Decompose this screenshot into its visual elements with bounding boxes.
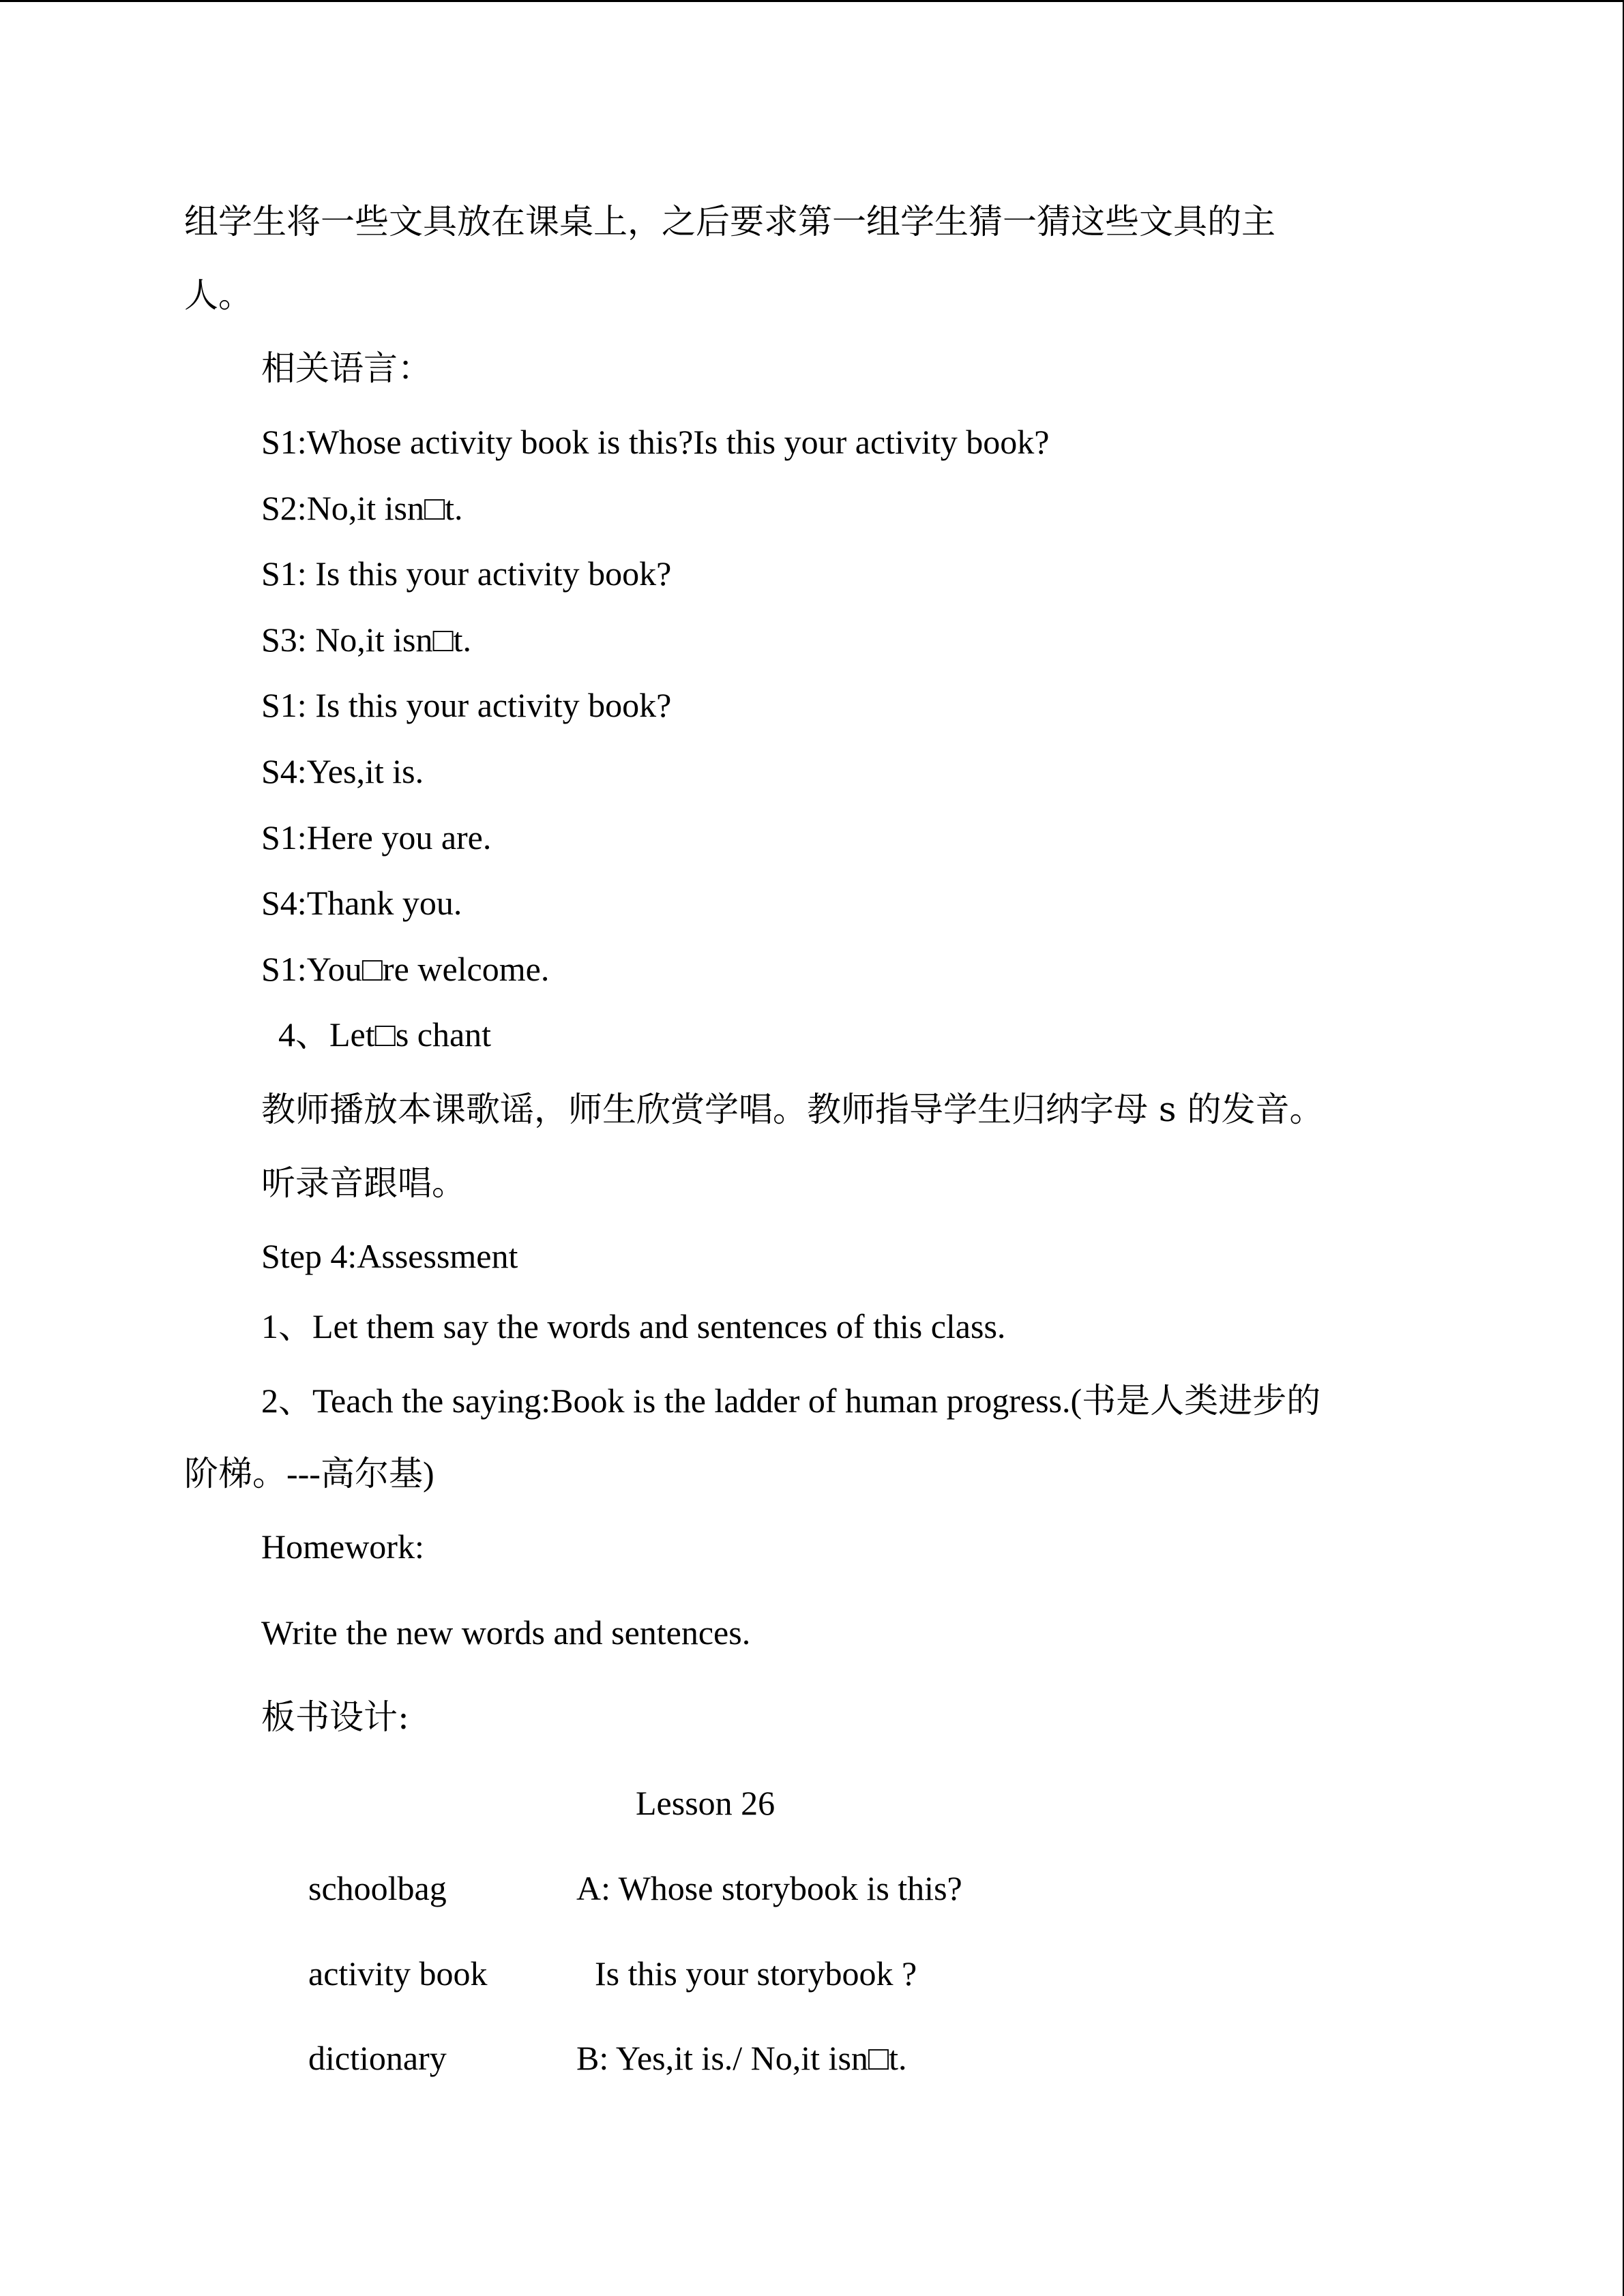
- board-word-3: dictionary: [308, 2039, 447, 2077]
- homework-text: Write the new words and sentences.: [261, 1613, 751, 1652]
- dialogue-line-4: S3: No,it isn□t.: [261, 621, 472, 659]
- dialogue-line-1: S1:Whose activity book is this?Is this your activity book?: [261, 423, 1050, 461]
- chant-follow: 听录音跟唱。: [261, 1163, 466, 1203]
- board-sentence-3: B: Yes,it is./ No,it isn□t.: [576, 2039, 907, 2077]
- homework-label: Homework:: [261, 1527, 424, 1566]
- dialogue-line-6: S4:Yes,it is.: [261, 752, 424, 790]
- board-title: Lesson 26: [636, 1784, 776, 1822]
- board-word-2: activity book: [308, 1954, 488, 1993]
- dialogue-line-7: S1:Here you are.: [261, 818, 492, 856]
- chant-heading: 4、Let□s chant: [278, 1015, 492, 1054]
- dialogue-line-2: S2:No,it isn□t.: [261, 489, 463, 527]
- paragraph-line-1: 组学生将一些文具放在课桌上，之后要求第一组学生猜一猜这些文具的主: [184, 202, 1275, 241]
- step4-heading: Step 4:Assessment: [261, 1237, 518, 1275]
- step4-item-2-line-2: 阶梯。---高尔基): [184, 1455, 434, 1493]
- dialogue-line-8: S4:Thank you.: [261, 884, 462, 922]
- dialogue-line-9: S1:You□re welcome.: [261, 950, 550, 988]
- step4-item-1: 1、Let them say the words and sentences of this class.: [261, 1307, 1006, 1345]
- board-sentence-2: Is this your storybook ?: [595, 1954, 917, 1993]
- chant-description: 教师播放本课歌谣，师生欣赏学唱。教师指导学生归纳字母 s 的发音。: [261, 1090, 1324, 1129]
- step4-item-2-line-1: 2、Teach the saying:Book is the ladder of human progress.(书是人类进步的: [261, 1382, 1321, 1420]
- dialogue-line-3: S1: Is this your activity book?: [261, 554, 672, 593]
- board-sentence-1: A: Whose storybook is this?: [576, 1869, 962, 1907]
- paragraph-line-2: 人。: [184, 275, 252, 315]
- board-word-1: schoolbag: [308, 1869, 447, 1907]
- related-language-label: 相关语言：: [261, 348, 432, 388]
- board-design-label: 板书设计:: [261, 1697, 409, 1737]
- dialogue-line-5: S1: Is this your activity book?: [261, 686, 672, 724]
